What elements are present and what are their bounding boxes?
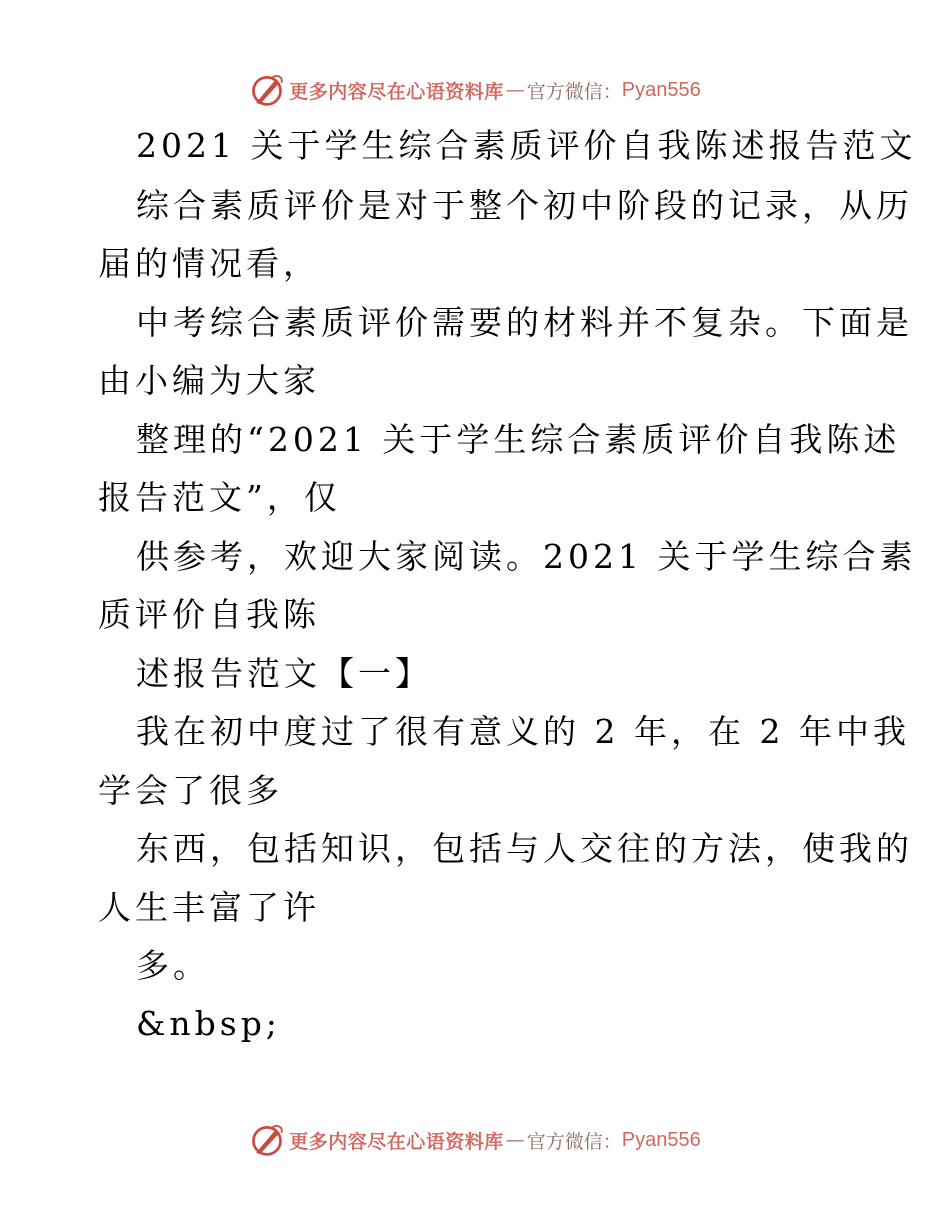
- doc-title: 2021 关于学生综合素质评价自我陈述报告范文: [136, 126, 917, 165]
- banner-wechat-id: Pyan556: [621, 78, 701, 101]
- banner-wechat-label: 官方微信：: [526, 1130, 622, 1153]
- footer-banner: [0, 1120, 950, 1160]
- paragraph-line: 综合素质评价是对于整个初中阶段的记录，从历: [136, 186, 913, 225]
- section-heading: 述报告范文【一】: [136, 654, 432, 693]
- paragraph-line: 报告范文”，仅: [98, 478, 341, 517]
- paragraph-line: 我在初中度过了很有意义的 2 年，在 2 年中我: [136, 712, 910, 751]
- paragraph-line: 由小编为大家: [98, 361, 320, 400]
- paragraph-line: 质评价自我陈: [98, 595, 320, 634]
- paragraph-line: 供参考，欢迎大家阅读。2021 关于学生综合素: [136, 537, 917, 576]
- paragraph-line: 整理的“2021 关于学生综合素质评价自我陈述: [136, 420, 901, 459]
- paragraph-line: 东西，包括知识，包括与人交往的方法，使我的: [136, 829, 913, 868]
- paragraph-line: 人生丰富了许: [98, 888, 320, 927]
- paragraph-line: 学会了很多: [98, 771, 283, 810]
- paragraph-line: 多。: [136, 946, 210, 985]
- banner-dash: —: [505, 1129, 525, 1151]
- paragraph-line: &nbsp;: [136, 1004, 281, 1043]
- banner-wechat-id: Pyan556: [621, 1128, 701, 1151]
- paragraph-line: 届的情况看，: [98, 244, 320, 283]
- banner-text: 更多内容尽在心语资料库: [289, 80, 504, 103]
- paragraph-line: 中考综合素质评价需要的材料并不复杂。下面是: [136, 303, 913, 342]
- banner-dash: —: [505, 79, 525, 101]
- quill-logo-icon: [249, 1122, 285, 1158]
- banner-text: 更多内容尽在心语资料库: [289, 1130, 504, 1153]
- banner-wechat-label: 官方微信：: [526, 80, 622, 103]
